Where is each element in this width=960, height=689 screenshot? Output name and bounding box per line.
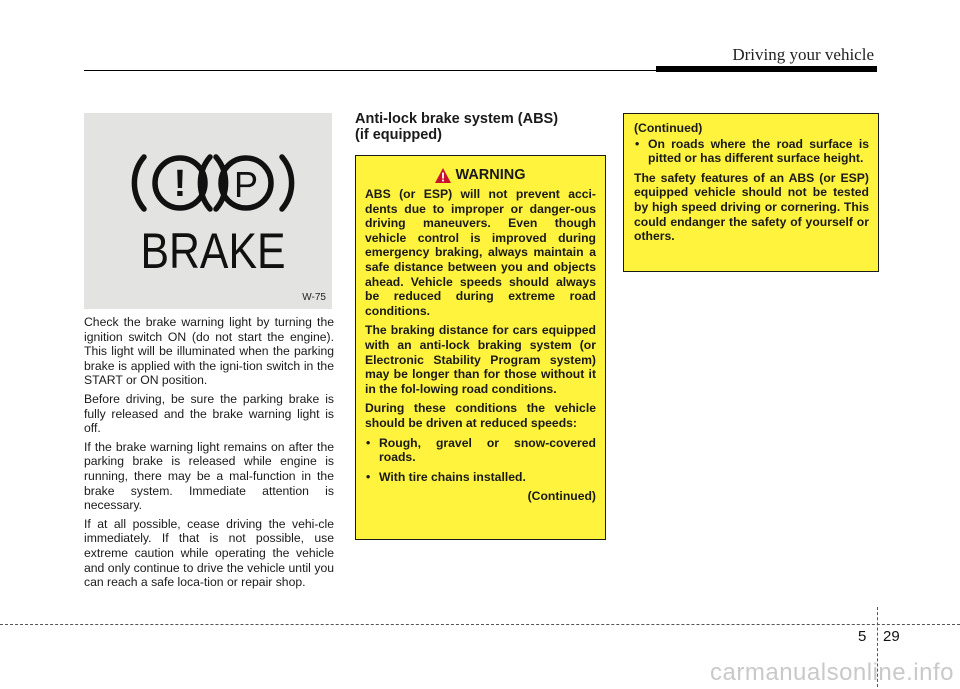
brake-warning-figure: [84, 113, 332, 309]
warning-header: [365, 168, 596, 183]
parking-symbol: P: [233, 164, 259, 205]
section-title: Anti-lock brake system (ABS) (if equipped): [355, 111, 559, 143]
paragraph: Before driving, be sure the parking brake is fully released and the brake warning light is off.: [84, 391, 334, 436]
continued-paragraph: The safety features of an ABS (or ESP) equipped vehicle should not be tested by high speed driving or cornering. This could endanger the safety of yourself or others.: [634, 170, 869, 244]
warning-title: WARNING: [455, 167, 526, 184]
warning-continued-box: [623, 113, 879, 272]
warning-paragraph: The braking distance for cars equipped with an anti-lock braking system (or Electronic Stability Program system) may be longer than for those without it in the fol-lowing road conditions.: [365, 323, 596, 396]
warning-paragraph: During these conditions the vehicle should be driven at reduced speeds:: [365, 401, 596, 430]
watermark: carmanualsonline.info: [710, 659, 954, 686]
exclaim-symbol: !: [173, 163, 187, 205]
paragraph: If the brake warning light remains on after the parking brake is released while engine is running, there may be a mal-function in the brake system. Immediate attention is necessary.: [84, 439, 334, 513]
warning-paragraph: ABS (or ESP) will not prevent acci-dents due to improper or danger-ous driving maneuvers. Even though vehicle control is improved during emergency braking, always maintain a safe distance between you and objects ahead. Vehicle speeds should always be reduced during extreme road conditions.: [365, 187, 596, 318]
list-item: • With tire chains installed.: [365, 470, 596, 485]
paragraph: If at all possible, cease driving the vehi-cle immediately. If that is not possible, use extreme caution while operating the vehicle and only continue to drive the vehicle until you can reach a safe loca-tion or repair shop.: [84, 516, 334, 590]
continued-bullets: [634, 137, 869, 166]
brake-warning-text: [84, 315, 334, 594]
continued-label: (Continued): [527, 489, 596, 504]
warning-triangle-icon: [435, 168, 451, 183]
warning-bullets: [365, 436, 596, 485]
footer-rule: [0, 624, 960, 625]
header-rule-accent: [656, 66, 877, 72]
list-item: • On roads where the road surface is pitted or has different surface height.: [634, 137, 869, 166]
header-title: Driving your vehicle: [732, 45, 874, 64]
list-item: • Rough, gravel or snow-covered roads.: [365, 436, 596, 465]
page-number: 29: [883, 628, 900, 645]
chapter-number: 5: [858, 628, 867, 645]
figure-code: W-75: [302, 292, 326, 303]
paragraph: Check the brake warning light by turning the ignition switch ON (do not start the engine). This light will be illuminated when the parking brake is applied with the igni-tion switch in the START or ON position.: [84, 315, 334, 388]
continued-label: (Continued): [634, 121, 703, 135]
brake-text: BRAKE: [140, 223, 286, 279]
brake-warning-lamp-icon: [84, 113, 332, 309]
warning-box: [355, 155, 606, 540]
